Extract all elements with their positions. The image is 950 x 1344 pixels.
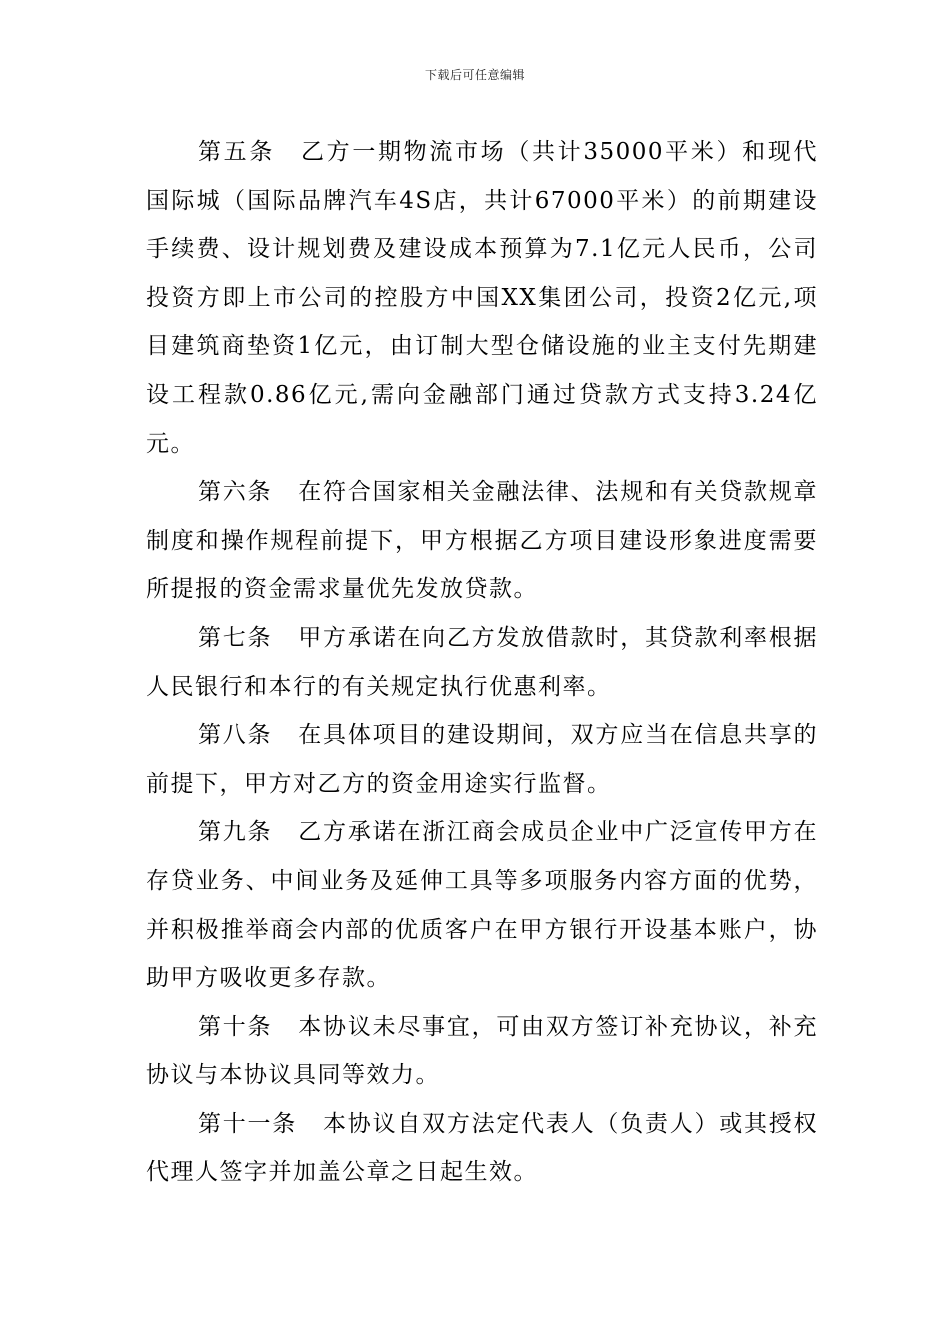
article-text: 本协议自双方法定代表人（负责人）或其授权代理人签字并加盖公章之日起生效。: [146, 1110, 819, 1186]
article-number: 第九条: [198, 819, 273, 846]
article-text: 在符合国家相关金融法律、法规和有关贷款规章制度和操作规程前提下，甲方根据乙方项目建设形象进度需要所提报的资金需求量优先发放贷款。: [146, 479, 819, 603]
article-5: [146, 128, 818, 468]
article-number: 第十条: [198, 1013, 273, 1040]
agreement-body: [146, 128, 818, 1197]
article-text: 乙方一期物流市场（共计35000平米）和现代国际城（国际品牌汽车4S店，共计67000平米）的前期建设手续费、设计规划费及建设成本预算为7.1亿元人民币，公司投资方即上市公司的控股方中国XX集团公司，投资2亿元,项目建筑商垫资1亿元，由订制大型仓储设施的业主支付先期建设工程款0.86亿元,需向金融部门通过贷款方式支持3.24亿元。: [146, 139, 818, 457]
article-number: 第六条: [198, 479, 273, 506]
article-6: [146, 468, 818, 614]
article-number: 第十一条: [198, 1110, 298, 1137]
article-7: [146, 614, 818, 711]
article-number: 第五条: [198, 139, 275, 165]
page-header: 下载后可任意编辑: [424, 68, 525, 82]
article-text: 甲方承诺在向乙方发放借款时，其贷款利率根据人民银行和本行的有关规定执行优惠利率。: [146, 624, 819, 700]
article-text: 本协议未尽事宜，可由双方签订补充协议，补充协议与本协议具同等效力。: [146, 1013, 819, 1089]
article-text: 乙方承诺在浙江商会成员企业中广泛宣传甲方在存贷业务、中间业务及延伸工具等多项服务内容方面的优势，并积极推举商会内部的优质客户在甲方银行开设基本账户，协助甲方吸收更多存款。: [146, 819, 819, 992]
article-number: 第七条: [198, 624, 273, 651]
article-10: [146, 1003, 818, 1100]
article-11: [146, 1100, 818, 1197]
article-number: 第八条: [198, 722, 273, 749]
article-8: [146, 711, 818, 808]
article-text: 在具体项目的建设期间，双方应当在信息共享的前提下，甲方对乙方的资金用途实行监督。: [146, 722, 819, 797]
article-9: [146, 808, 818, 1002]
